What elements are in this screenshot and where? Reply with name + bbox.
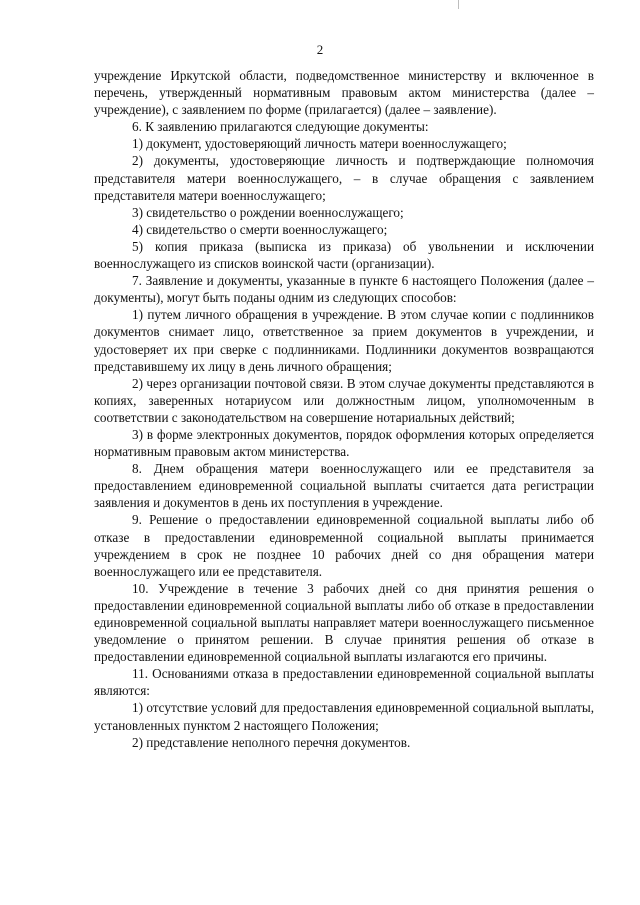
paragraph-item-6-4: 4) свидетельство о смерти военнослужащего; [132,221,388,237]
paragraph-item-11: 11. Основаниями отказа в предоставлении единовременной социальной выплаты являются: [94,666,594,699]
scan-edge-mark [458,0,459,9]
paragraph-item-7-3: 3) в форме электронных документов, порядок оформления которых определяется нормативным правовым актом министерства. [94,426,594,460]
paragraph-item-8: 8. Днем обращения матери военнослужащего или ее представителя за предоставлением единовременной социальной выплаты считается дата регистрации заявления и документов в день их поступления в учреждение. [94,461,594,511]
paragraph-item-6-3: 3) свидетельство о рождении военнослужащего; [132,204,404,220]
page-number: 2 [316,42,324,57]
paragraph-item-10: 10. Учреждение в течение 3 рабочих дней со дня принятия решения о предоставлении единовременной социальной выплаты либо об отказе в предоставлении единовременной социальной выплаты направляет матери военнослужащего письменное уведомление о принятом решении. В случае принятия решения об отказе в предоставлении единовременной социальной выплаты излагаются его причины. [94,580,594,665]
paragraph-item-7-2: 2) через организации почтовой связи. В этом случае документы представляются в копиях, заверенных нотариусом или должностным лицом, уполномоченным в соответствии с законодательством на совершение нотариальных действий; [94,375,594,425]
paragraph-item-9: 9. Решение о предоставлении единовременной социальной выплаты либо об отказе в предоставлении единовременной социальной выплаты принимается учреждением в срок не позднее 10 рабочих дней со дня обращения матери военнослужащего или ее представителя. [94,512,594,579]
paragraph-item-6-1: 1) документ, удостоверяющий личность матери военнослужащего; [132,136,507,152]
document-body [94,67,594,751]
paragraph-item-6-2: 2) документы, удостоверяющие личность и подтверждающие полномочия представителя матери военнослужащего, – в случае обращения с заявлением представителя матери военнослужащего; [94,153,594,203]
paragraph-item-11-1: 1) отсутствие условий для предоставления единовременной социальной выплаты, установленных пунктом 2 настоящего Положения; [94,700,594,733]
paragraph-item-6: 6. К заявлению прилагаются следующие документы: [132,119,429,135]
paragraph-continuation: учреждение Иркутской области, подведомственное министерству и включенное в перечень, утвержденный нормативным правовым актом министерства (далее – учреждение), с заявлением по форме (прилагается) (далее – заявление). [94,68,594,118]
paragraph-item-6-5: 5) копия приказа (выписка из приказа) об увольнении и исключении военнослужащего из списков воинской части (организации). [94,238,594,272]
paragraph-item-7: 7. Заявление и документы, указанные в пункте 6 настоящего Положения (далее – документы), могут быть поданы одним из следующих способов: [94,273,594,306]
paragraph-item-7-1: 1) путем личного обращения в учреждение. В этом случае копии с подлинников документов снимает лицо, ответственное за прием документов в учреждении, и удостоверяет их при сверке с подлинниками. Подлинники документов возвращаются представившему их лицу в день личного обращения; [94,307,594,374]
paragraph-item-11-2: 2) представление неполного перечня документов. [132,734,411,750]
